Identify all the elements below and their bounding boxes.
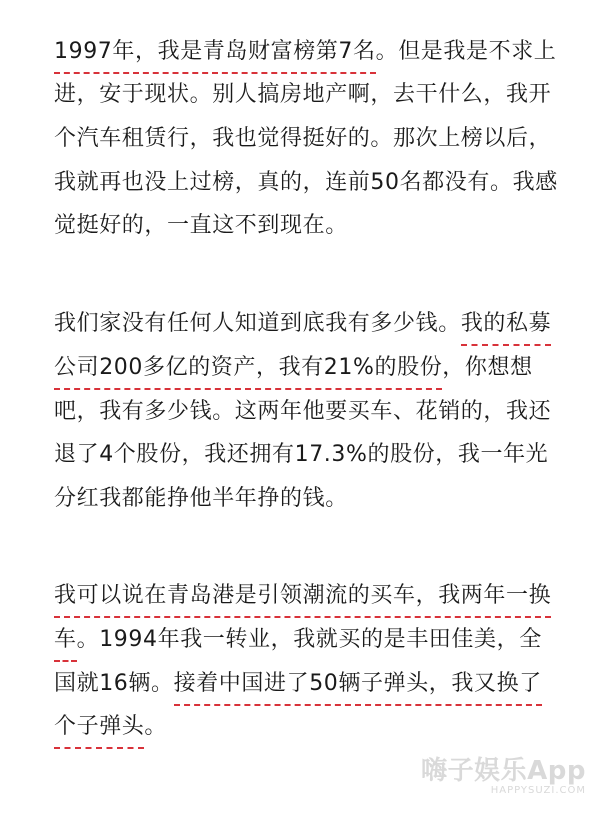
text-line: 吧，我有多少钱。这两年他要买车、花销的，我还 xyxy=(54,399,552,424)
text-line: 我就再也没上过榜，真的，连前50名都没有。我感 xyxy=(54,170,558,195)
watermark-logo-text: 嗨子娱乐App xyxy=(421,756,586,786)
text-line: 公司200多亿的资产，我有21%的股份，你想想 xyxy=(54,355,533,380)
watermark xyxy=(421,757,586,797)
text-line: 我们家没有任何人知道到底我有多少钱。我的私募 xyxy=(54,311,552,336)
text-line: 退了4个股份，我还拥有17.3%的股份，我一年光 xyxy=(54,442,549,467)
text-line: 进，安于现状。别人搞房地产啊，去干什么，我开 xyxy=(54,82,552,107)
underlined-phrase: 车 xyxy=(54,627,77,652)
text-line: 国就16辆。接着中国进了50辆子弹头，我又换了 xyxy=(54,671,542,696)
text-line: 个汽车租赁行，我也觉得挺好的。那次上榜以后， xyxy=(54,126,552,151)
watermark-url: HAPPYSUZI.COM xyxy=(490,785,586,796)
text-line: 觉挺好的，一直这不到现在。 xyxy=(54,213,348,238)
underlined-phrase: 我的私募 xyxy=(460,311,552,336)
text-line: 1997年，我是青岛财富榜第7名。但是我是不求上 xyxy=(54,39,557,64)
underlined-phrase: 公司200多亿的资产，我有21%的股份 xyxy=(54,355,443,380)
underlined-phrase: 个子弹头 xyxy=(54,714,145,739)
underlined-phrase: 我可以说在青岛港是引领潮流的买车，我两年一换 xyxy=(54,583,552,608)
text-line xyxy=(54,582,551,610)
underlined-phrase: 1997年，我是青岛财富榜第7名 xyxy=(54,39,376,64)
text-line: 个子弹头。 xyxy=(54,714,168,739)
text-line: 分红我都能挣他半年挣的钱。 xyxy=(54,486,348,511)
text-line: 车。1994年我一转业，我就买的是丰田佳美，全 xyxy=(54,627,542,652)
underlined-phrase: 接着中国进了50辆子弹头，我又换了 xyxy=(173,671,542,696)
